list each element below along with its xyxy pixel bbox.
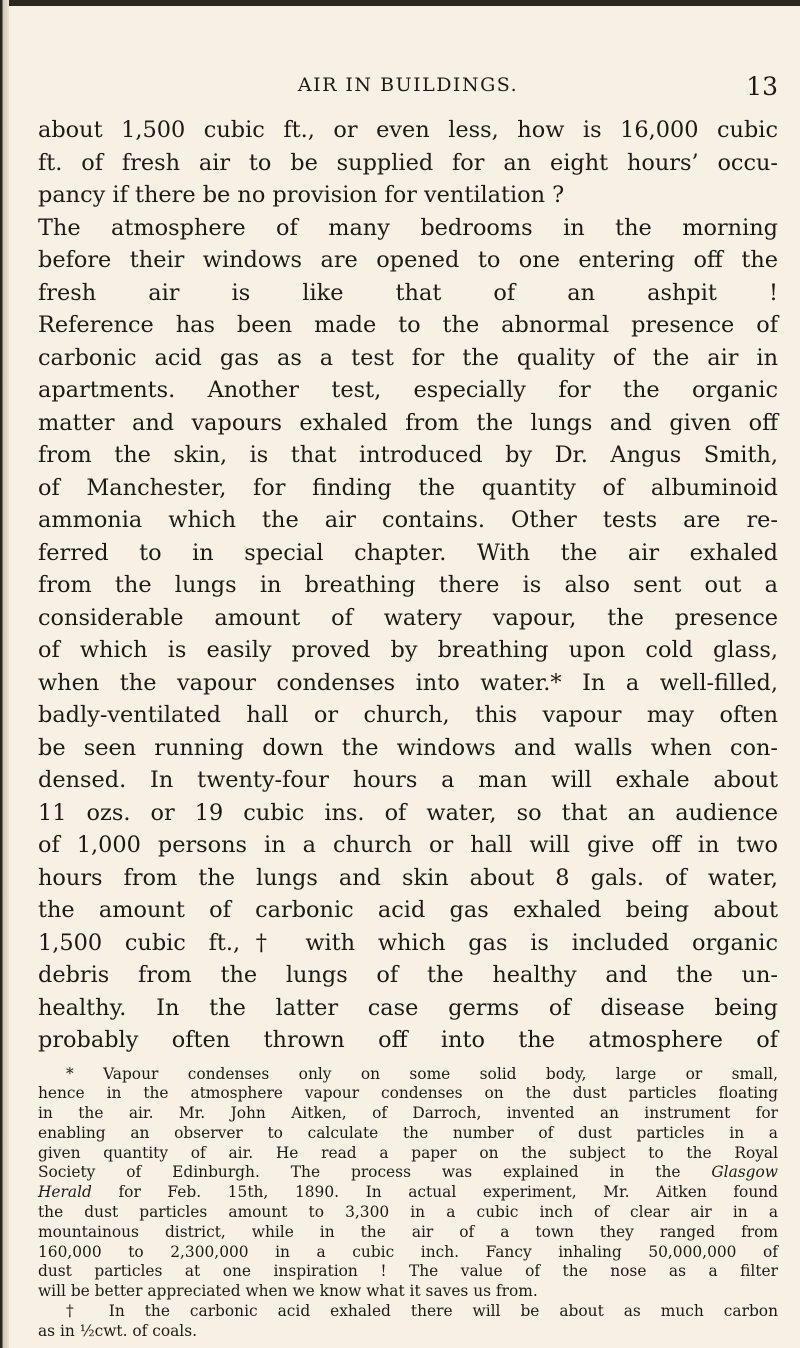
body-line: before their windows are opened to one entering off the [38, 247, 778, 273]
footnote-line: given quantity of air. He read a paper on the subject to the Royal [38, 1143, 778, 1162]
body-line: densed. In twenty-four hours a man will exhale about [38, 767, 778, 793]
footnote-line-text: Society of Edinburgh. The process was explained in the [38, 1163, 681, 1182]
running-title: AIR IN BUILDINGS. [297, 74, 519, 96]
body-line: hours from the lungs and skin about 8 gals. of water, [38, 864, 778, 891]
footnote-line [38, 1183, 778, 1203]
footnotes [38, 1065, 778, 1342]
body-line: the amount of carbonic acid gas exhaled being about [38, 897, 778, 923]
body-line: pancy if there be no provision for ventilation ? [38, 182, 565, 208]
footnote-line: as in ½cwt. of coals. [38, 1321, 198, 1340]
body-line: badly-ventilated hall or church, this vapour may often [38, 702, 778, 728]
footnote-line: in the air. Mr. John Aitken, of Darroch, invented an instrument for [38, 1104, 778, 1123]
body-line: about 1,500 cubic ft., or even less, how is 16,000 cubic [38, 117, 778, 143]
body-line: 11 ozs. or 19 cubic ins. of water, so that an audience [38, 799, 778, 826]
body-line: ammonia which the air contains. Other tests are re- [38, 507, 778, 533]
body-line: debris from the lungs of the healthy and the un- [38, 962, 778, 988]
footnote-italic-term: Glasgow [711, 1163, 778, 1182]
footnote-line: will be better appreciated when we know what it saves us from. [38, 1282, 538, 1301]
body-line: when the vapour condenses into water.* In a well-filled, [38, 669, 778, 696]
body-line-part: fresh air is like that of an ashpit ! [38, 279, 778, 306]
footnote-line: mountainous district, while in the air of a town they ranged from [38, 1222, 778, 1241]
body-line: of 1,000 persons in a church or hall will give off in two [38, 832, 778, 858]
body-line: The atmosphere of many bedrooms in the morning [38, 214, 778, 241]
footnote-line: enabling an observer to calculate the number of dust particles in a [38, 1123, 778, 1142]
body-paragraph [38, 114, 778, 1057]
body-line: be seen running down the windows and walls when con- [38, 734, 778, 761]
body-line [38, 277, 778, 310]
body-line: matter and vapours exhaled from the lungs and given off [38, 409, 778, 436]
body-line: from the skin, is that introduced by Dr. Angus Smith, [38, 442, 778, 468]
body-line: of which is easily proved by breathing upon cold glass, [38, 637, 778, 663]
footnote-line: the dust particles amount to 3,300 in a cubic inch of clear air in a [38, 1203, 778, 1222]
body-line: ft. of fresh air to be supplied for an eight hours’ occu- [38, 149, 778, 176]
footnote-italic-term: Herald [38, 1183, 92, 1202]
body-line: healthy. In the latter case germs of disease being [38, 994, 778, 1021]
footnote-line: dust particles at one inspiration ! The value of the nose as a filter [38, 1262, 778, 1281]
page-number: 13 [746, 72, 778, 101]
body-line: carbonic acid gas as a test for the quality of the air in [38, 344, 778, 371]
footnote-line: hence in the atmosphere vapour condenses on the dust particles floating [38, 1084, 778, 1103]
footnote-line: † In the carbonic acid exhaled there will be about as much carbon [66, 1302, 778, 1321]
body-line: Reference has been made to the abnormal presence of [38, 312, 778, 338]
footnote-line: * Vapour condenses only on some solid body, large or small, [66, 1064, 778, 1083]
body-line: probably often thrown off into the atmosphere of [38, 1027, 778, 1053]
footnote-line-text: for Feb. 15th, 1890. In actual experiment, Mr. Aitken found [118, 1183, 778, 1202]
running-head [38, 72, 778, 114]
page-top-rule [0, 0, 800, 6]
body-line: ferred to in special chapter. With the air exhaled [38, 539, 778, 566]
body-line: from the lungs in breathing there is also sent out a [38, 572, 778, 598]
body-line: considerable amount of watery vapour, the presence [38, 604, 778, 631]
footnote-line [38, 1163, 778, 1183]
book-binding-edge [0, 0, 9, 1348]
body-line: 1,500 cubic ft.,† with which gas is included organic [38, 929, 778, 956]
body-line: apartments. Another test, especially for the organic [38, 377, 778, 403]
body-line: of Manchester, for finding the quantity of albuminoid [38, 474, 778, 501]
book-page [38, 72, 778, 1342]
footnote-line: 160,000 to 2,300,000 in a cubic inch. Fancy inhaling 50,000,000 of [38, 1242, 778, 1261]
